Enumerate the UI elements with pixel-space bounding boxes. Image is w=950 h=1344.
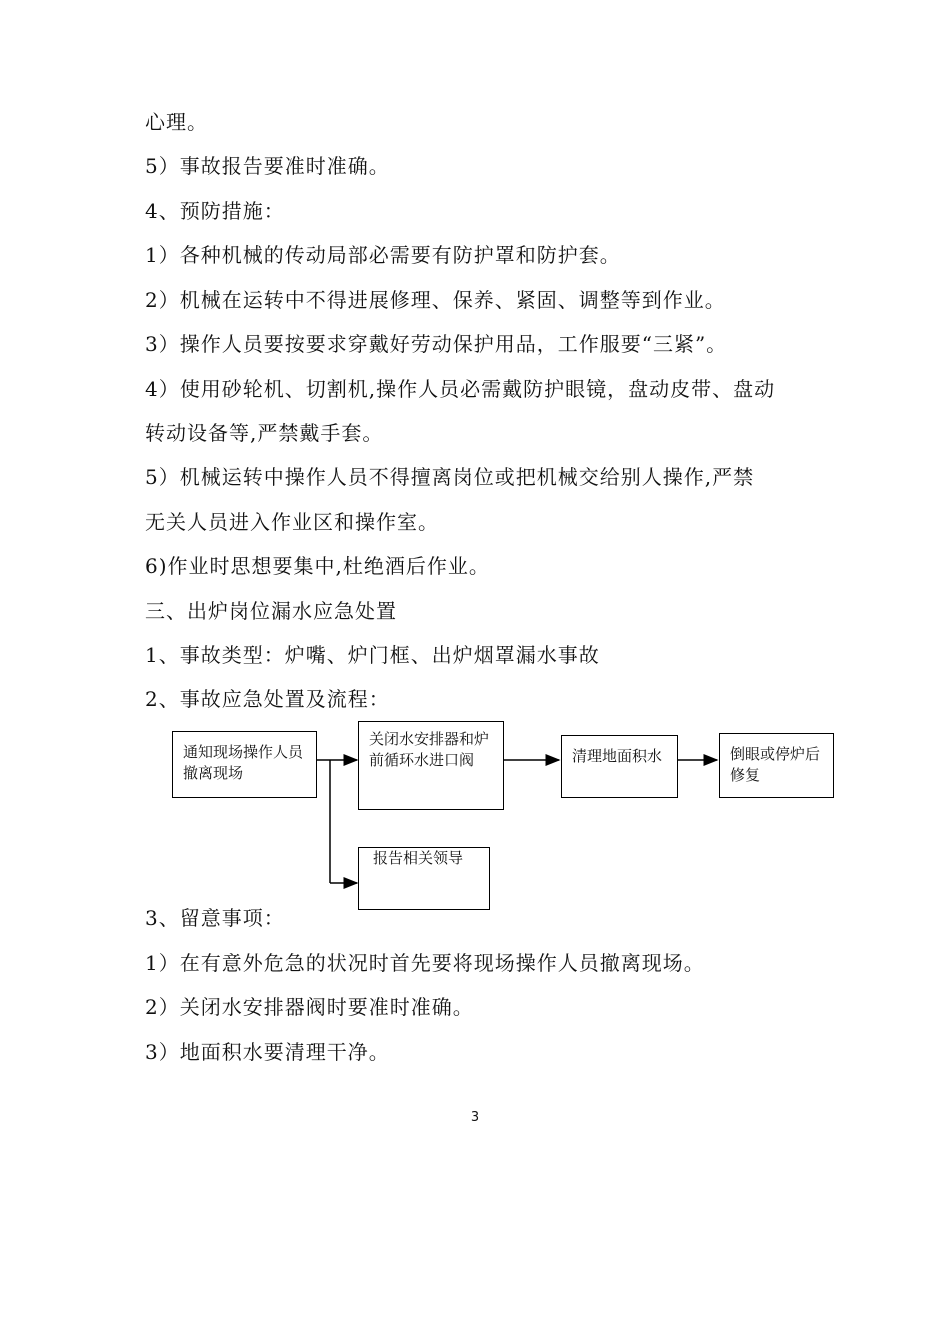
flow-step-label: 清理地面积水 [572,747,663,765]
flow-step-label: 通知现场操作人员撤离现场 [183,743,304,782]
paragraph-line: 2）关闭水安排器阀时要准时准确。 [145,995,474,1019]
paragraph-line: 5）事故报告要准时准确。 [145,154,390,178]
paragraph-line: 5）机械运转中操作人员不得擅离岗位或把机械交给别人操作,严禁 [145,465,755,489]
paragraph-line: 3）地面积水要清理干净。 [145,1040,390,1064]
flow-step-clean-water [561,735,678,798]
paragraph-line: 1）在有意外危急的状况时首先要将现场操作人员撤离现场。 [145,951,705,975]
paragraph-line: 心理。 [145,110,208,134]
paragraph-line: 2、事故应急处置及流程： [145,687,390,711]
page-number: 3 [470,1110,480,1125]
paragraph-line: 3）操作人员要按要求穿戴好劳动保护用品，工作服要“三紧”。 [145,332,728,356]
paragraph-line: 1）各种机械的传动局部必需要有防护罩和防护套。 [145,243,621,267]
flow-step-label: 关闭水安排器和炉前循环水进口阀 [369,730,490,769]
paragraph-line: 无关人员进入作业区和操作室。 [145,510,439,534]
flow-step-repair [719,733,834,798]
paragraph-line: 2）机械在运转中不得进展修理、保养、紧固、调整等到作业。 [145,288,726,312]
paragraph-line: 4）使用砂轮机、切割机,操作人员必需戴防护眼镜，盘动皮带、盘动 [145,377,776,401]
paragraph-line: 转动设备等,严禁戴手套。 [145,421,384,445]
paragraph-line: 6)作业时思想要集中,杜绝酒后作业。 [145,554,490,578]
flow-step-label: 报告相关领导 [373,849,464,867]
section-heading: 4、预防措施： [145,199,285,223]
flow-step-close-valve [358,721,504,810]
section-heading: 三、出炉岗位漏水应急处置 [145,599,397,623]
paragraph-line: 1、事故类型：炉嘴、炉门框、出炉烟罩漏水事故 [145,643,600,667]
flow-step-report-leader [358,847,490,910]
section-heading: 3、留意事项： [145,906,285,930]
flow-step-evacuate [172,731,317,798]
flow-step-label: 倒眼或停炉后修复 [730,745,821,784]
